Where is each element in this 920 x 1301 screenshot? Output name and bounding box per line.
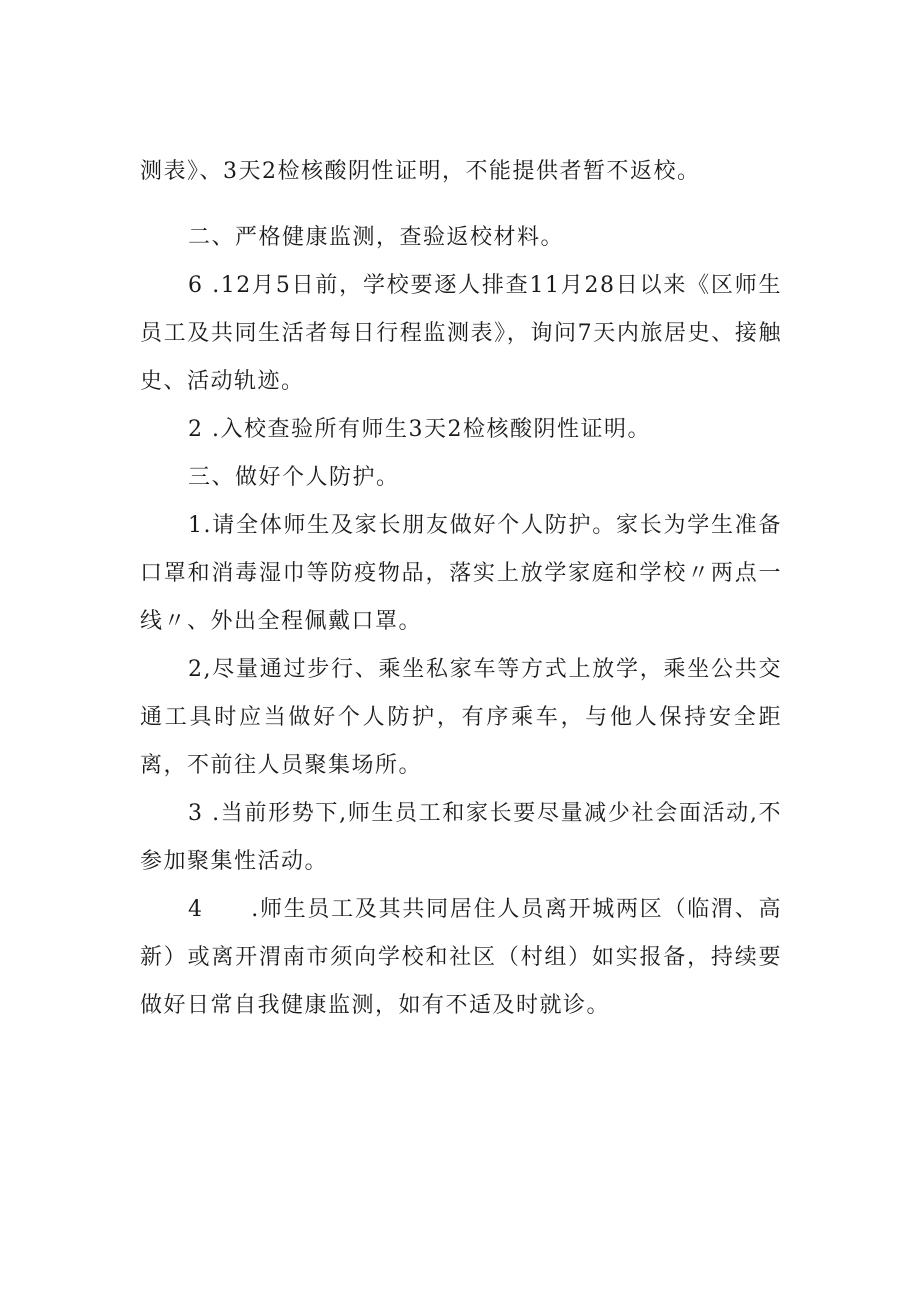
paragraph-item-3-3: 3 .当前形势下,师生员工和家长要尽量减少社会面活动,不参加聚集性活动。: [140, 801, 782, 874]
paragraph-item-3-4: 4 .师生员工及其共同居住人员离开城两区（临渭、高新）或离开渭南市须向学校和社区（村组）如实报备，持续要做好日常自我健康监测，如有不适及时就诊。: [140, 897, 782, 1018]
paragraph-item-2-1: 6 .12月5日前，学校要逐人排查11月28日以来《区师生员工及共同生活者每日行程监测表》，询问7天内旅居史、接触史、活动轨迹。: [140, 273, 782, 394]
section-heading-2: 二、严格健康监测，查验返校材料。: [188, 225, 565, 250]
paragraph-item-3-2: 2,尽量通过步行、乘坐私家车等方式上放学，乘坐公共交通工具时应当做好个人防护，有序乘车，与他人保持安全距离，不前往人员聚集场所。: [140, 657, 782, 778]
document-page: [140, 148, 782, 1030]
paragraph-continuation: 测表》、3天2检核酸阴性证明，不能提供者暂不返校。: [140, 159, 701, 184]
paragraph-item-3-1: 1.请全体师生及家长朋友做好个人防护。家长为学生准备口罩和消毒湿巾等防疫物品，落实上放学家庭和学校〃两点一线〃、外出全程佩戴口罩。: [140, 513, 782, 634]
section-heading-3: 三、做好个人防护。: [188, 465, 400, 490]
paragraph-item-2-2: 2 .入校查验所有师生3天2检核酸阴性证明。: [188, 417, 651, 442]
